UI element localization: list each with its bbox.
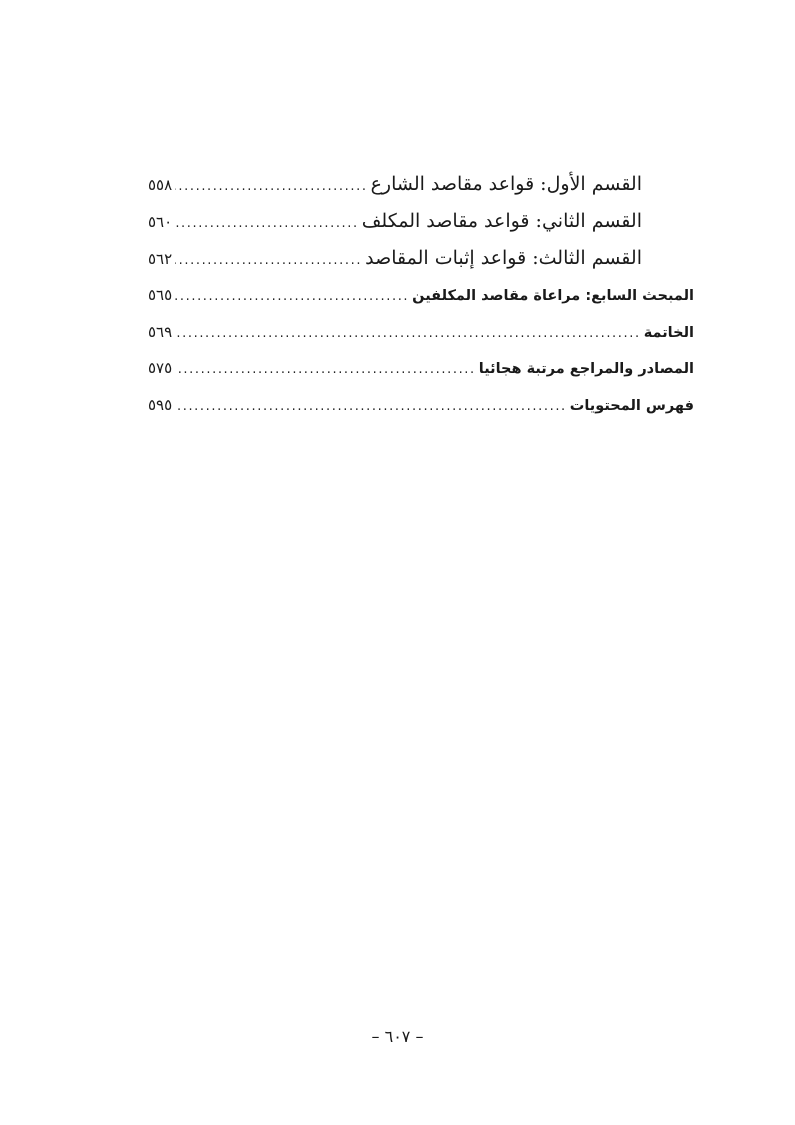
toc-entry-title: القسم الثاني: قواعد مقاصد المكلف bbox=[361, 210, 642, 232]
toc-entry-title: القسم الأول: قواعد مقاصد الشارع bbox=[370, 173, 642, 195]
toc-entry bbox=[148, 203, 694, 240]
toc-entry-title: المبحث السابع: مراعاة مقاصد المكلفين bbox=[412, 288, 694, 304]
toc-dot-leader bbox=[175, 316, 641, 351]
page-number-footer: – ٦٠٧ – bbox=[371, 1027, 424, 1046]
toc-entry-title: القسم الثالث: قواعد إثبات المقاصد bbox=[365, 247, 642, 269]
toc-entry-page: ٥٦٩ bbox=[148, 322, 173, 341]
toc-entry-page: ٥٧٥ bbox=[148, 359, 173, 377]
toc-dot-leader bbox=[175, 279, 409, 314]
toc-entry bbox=[148, 240, 694, 277]
toc-dot-leader bbox=[175, 389, 567, 424]
toc-entry-page: ٥٦٥ bbox=[148, 286, 173, 304]
toc-entry-title: الخاتمة bbox=[643, 324, 694, 341]
toc-dot-leader bbox=[175, 352, 476, 387]
toc-entry-page: ٥٦٠ bbox=[148, 213, 173, 231]
toc-entry bbox=[148, 166, 694, 203]
toc-dot-leader bbox=[175, 242, 362, 277]
toc-entry-page: ٥٦٢ bbox=[148, 250, 173, 268]
toc-entry bbox=[148, 314, 694, 351]
toc-entry bbox=[148, 350, 694, 387]
toc-dot-leader bbox=[175, 168, 367, 203]
toc-entry bbox=[148, 277, 694, 314]
toc-entry-page: ٥٥٨ bbox=[148, 176, 173, 194]
toc-entry-page: ٥٩٥ bbox=[148, 395, 173, 414]
toc-entry-title: فهرس المحتويات bbox=[569, 397, 694, 414]
toc-entry-title: المصادر والمراجع مرتبة هجائيا bbox=[478, 361, 694, 377]
table-of-contents bbox=[148, 166, 694, 423]
toc-entry bbox=[148, 387, 694, 424]
toc-dot-leader bbox=[175, 205, 359, 240]
